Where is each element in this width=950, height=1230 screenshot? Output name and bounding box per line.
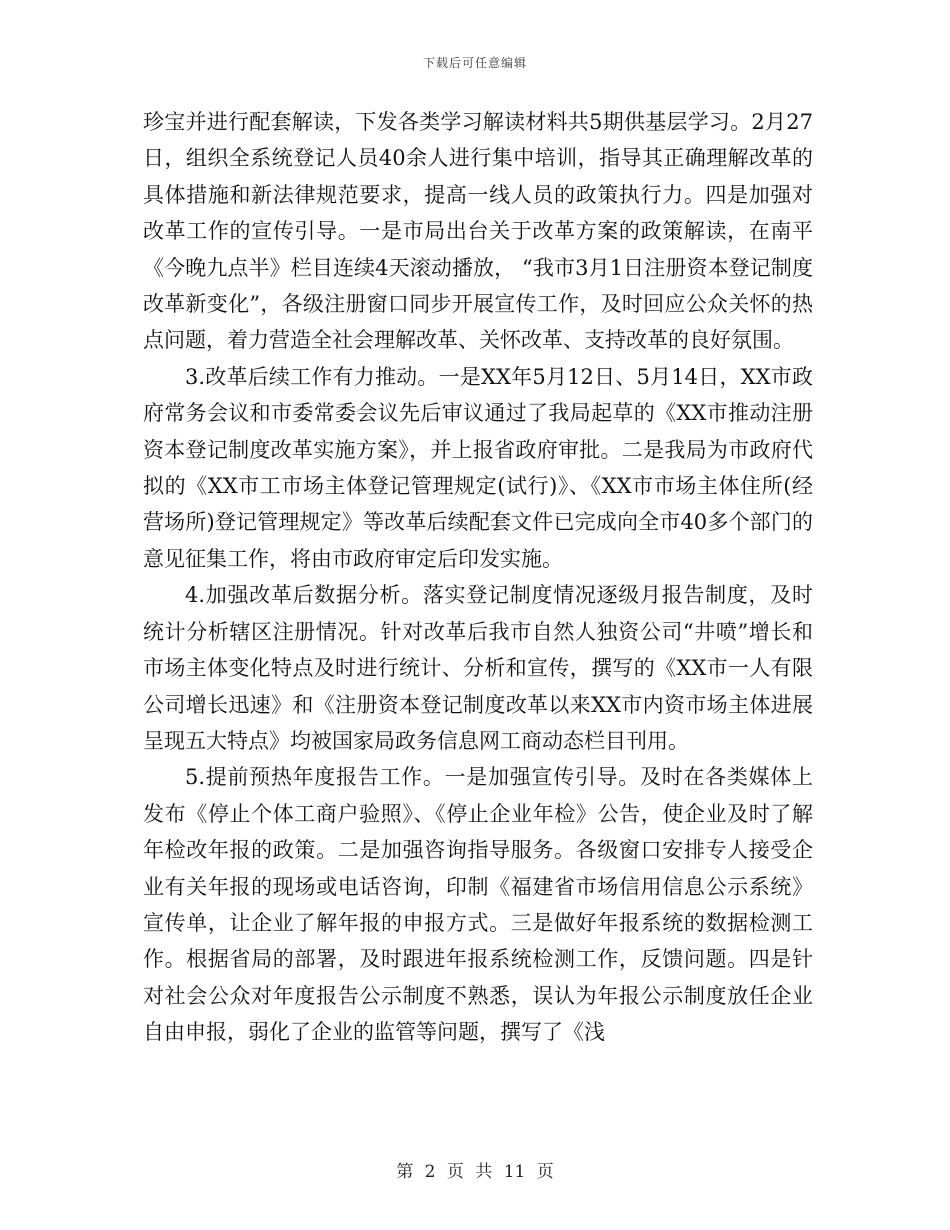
page-header: 下载后可任意编辑 bbox=[422, 56, 527, 70]
paragraph-item-4: 4.加强改革后数据分析。落实登记制度情况逐级月报告制度，及时统计分析辖区注册情况。针对改革后我市自然人独资公司“井喷”增长和市场主体变化特点及时进行统计、分析和宣传，撰写的《XX市一人有限公司增长迅速》和《注册资本登记制度改革以来XX市内资市场主体进展呈现五大特点》均被国家局政务信息网工商动态栏目刊用。 bbox=[143, 583, 813, 753]
paragraph-item-3: 3.改革后续工作有力推动。一是XX年5月12日、5月14日，XX市政府常务会议和市委常委会议先后审议通过了我局起草的《XX市推动注册资本登记制度改革实施方案》，并上报省政府审批。二是我局为市政府代拟的《XX市工市场主体登记管理规定(试行)》、《XX市市场主体住所(经营场所)登记管理规定》等改革后续配套文件已完成向全市40多个部门的意见征集工作，将由市政府审定后印发实施。 bbox=[143, 364, 813, 571]
document-body bbox=[143, 104, 813, 1051]
page-number-footer: 第 2 页 共 11 页 bbox=[396, 1162, 554, 1182]
paragraph-item-5: 5.提前预热年度报告工作。一是加强宣传引导。及时在各类媒体上发布《停止个体工商户验照》、《停止企业年检》公告，使企业及时了解年检改年报的政策。二是加强咨询指导服务。各级窗口安排专人接受企业有关年报的现场或电话咨询，印制《福建省市场信用信息公示系统》宣传单，让企业了解年报的申报方式。三是做好年报系统的数据检测工作。根据省局的部署，及时跟进年报系统检测工作，反馈问题。四是针对社会公众对年度报告公示制度不熟悉，误认为年报公示制度放任企业自由申报，弱化了企业的监管等问题，撰写了《浅 bbox=[143, 765, 813, 1045]
paragraph-continuation: 珍宝并进行配套解读，下发各类学习解读材料共5期供基层学习。2月27日，组织全系统登记人员40余人进行集中培训，指导其正确理解改革的具体措施和新法律规范要求，提高一线人员的政策执行力。四是加强对改革工作的宣传引导。一是市局出台关于改革方案的政策解读，在南平《今晚九点半》栏目连续4天滚动播放， “我市3月1日注册资本登记制度改革新变化”，各级注册窗口同步开展宣传工作，及时回应公众关怀的热点问题，着力营造全社会理解改革、关怀改革、支持改革的良好氛围。 bbox=[143, 110, 813, 353]
